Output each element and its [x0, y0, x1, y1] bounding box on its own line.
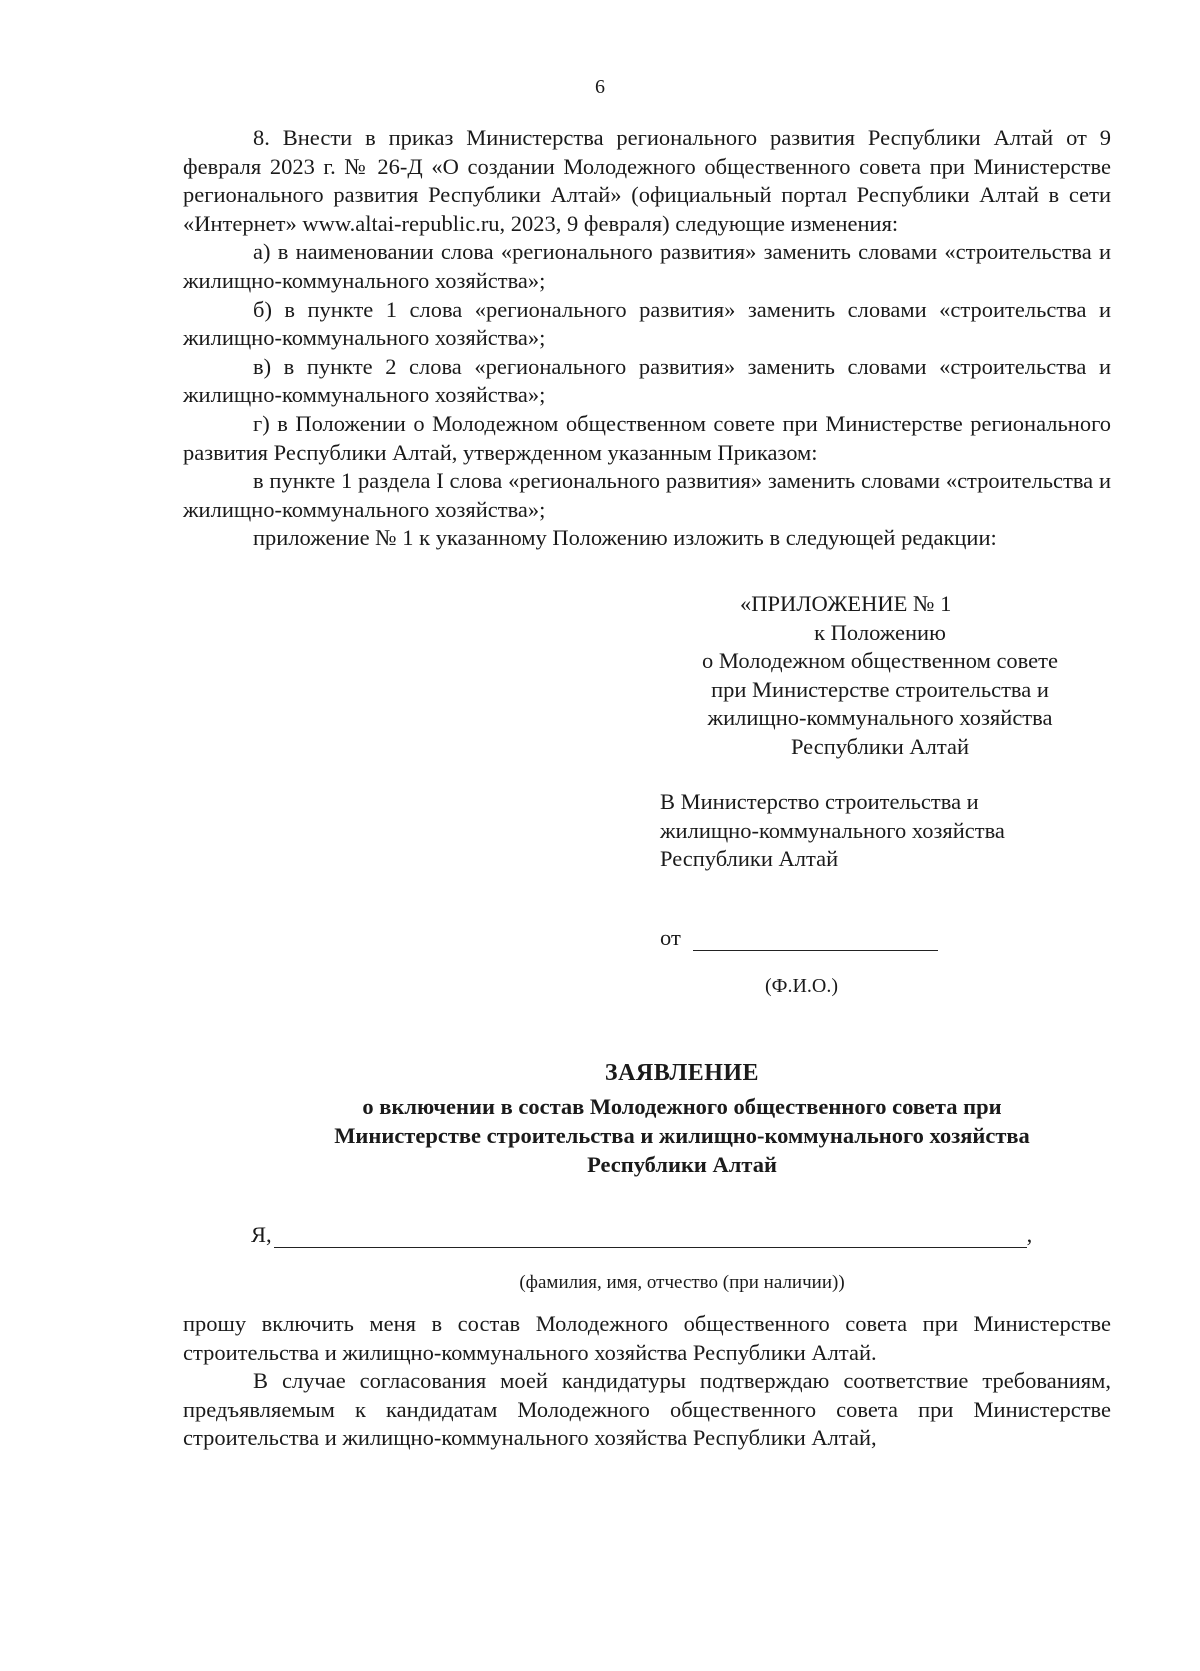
fio-caption: (Ф.И.О.): [765, 975, 839, 997]
amendment-section: [183, 124, 1111, 553]
from-field: [660, 925, 938, 951]
statement-subtitle: [200, 1092, 1164, 1179]
appendix-line: к Положению: [814, 619, 946, 645]
paragraph-subitem-g: г) в Положении о Молодежном общественном совете при Министерстве регионального развития Республики Алтай, утвержденном указанным Приказом:: [183, 410, 1111, 465]
name-suffix: ,: [1026, 1222, 1033, 1247]
statement-subtitle-line: Министерстве строительства и жилищно-коммунального хозяйства: [334, 1123, 1030, 1148]
closing-section: [183, 1310, 1111, 1453]
paragraph-section-1: в пункте 1 раздела I слова «регионального развития» заменить словами «строительства и жилищно-коммунального хозяйства»;: [183, 468, 1111, 522]
appendix-header: [620, 590, 1140, 762]
paragraph-subitem-b: б) в пункте 1 слова «регионального развития» заменить словами «строительства и жилищно-коммунального хозяйства»;: [183, 296, 1111, 351]
paragraph-subitem-a: а) в наименовании слова «регионального развития» заменить словами «строительства и жилищно-коммунального хозяйства»;: [183, 239, 1111, 293]
paragraph-subitem-v: в) в пункте 2 слова «регионального развития» заменить словами «строительства и жилищно-коммунального хозяйства»;: [183, 353, 1111, 408]
addressee-block: [660, 788, 1080, 874]
addressee-line: В Министерство строительства и: [660, 789, 979, 814]
paragraph-item-8: 8. Внести в приказ Министерства регионального развития Республики Алтай от 9 февраля 2023 г. № 26-Д «О создании Молодежного общественного совета при Министерстве регионального развития Республики Алтай» (официальный портал Республики Алтай в сети «Интернет» www.altai-republic.ru, 2023, 9 февраля) следующие изменения:: [183, 125, 1111, 236]
statement-subtitle-line: Республики Алтай: [587, 1152, 777, 1177]
name-caption: (фамилия, имя, отчество (при наличии)): [519, 1272, 845, 1293]
appendix-line: Республики Алтай: [790, 733, 970, 759]
from-label: от: [660, 925, 681, 950]
page-number: 6: [595, 76, 605, 98]
name-field: [251, 1222, 1032, 1248]
from-blank-line: [693, 928, 938, 951]
appendix-line: жилищно-коммунального хозяйства: [707, 705, 1053, 731]
name-prefix: Я,: [251, 1222, 272, 1247]
paragraph-appendix-intro: приложение № 1 к указанному Положению изложить в следующей редакции:: [253, 525, 997, 551]
appendix-line: о Молодежном общественном совете: [702, 648, 1058, 674]
statement-subtitle-line: о включении в состав Молодежного общественного совета при: [362, 1094, 1002, 1119]
addressee-line: жилищно-коммунального хозяйства: [660, 817, 1005, 843]
closing-paragraph-confirmation: В случае согласования моей кандидатуры подтверждаю соответствие требованиям, предъявляемым к кандидатам Молодежного общественного совета при Министерстве строительства и жилищно-коммунального хозяйства Республики Алтай,: [183, 1368, 1111, 1451]
appendix-title: «ПРИЛОЖЕНИЕ № 1: [740, 591, 952, 616]
addressee-line: Республики Алтай: [660, 846, 839, 872]
closing-paragraph-request: прошу включить меня в состав Молодежного общественного совета при Министерстве строительства и жилищно-коммунального хозяйства Республики Алтай.: [183, 1311, 1111, 1365]
name-blank-line: [274, 1223, 1027, 1248]
appendix-line: при Министерстве строительства и: [711, 676, 1049, 702]
statement-title: ЗАЯВЛЕНИЕ: [604, 1060, 760, 1086]
